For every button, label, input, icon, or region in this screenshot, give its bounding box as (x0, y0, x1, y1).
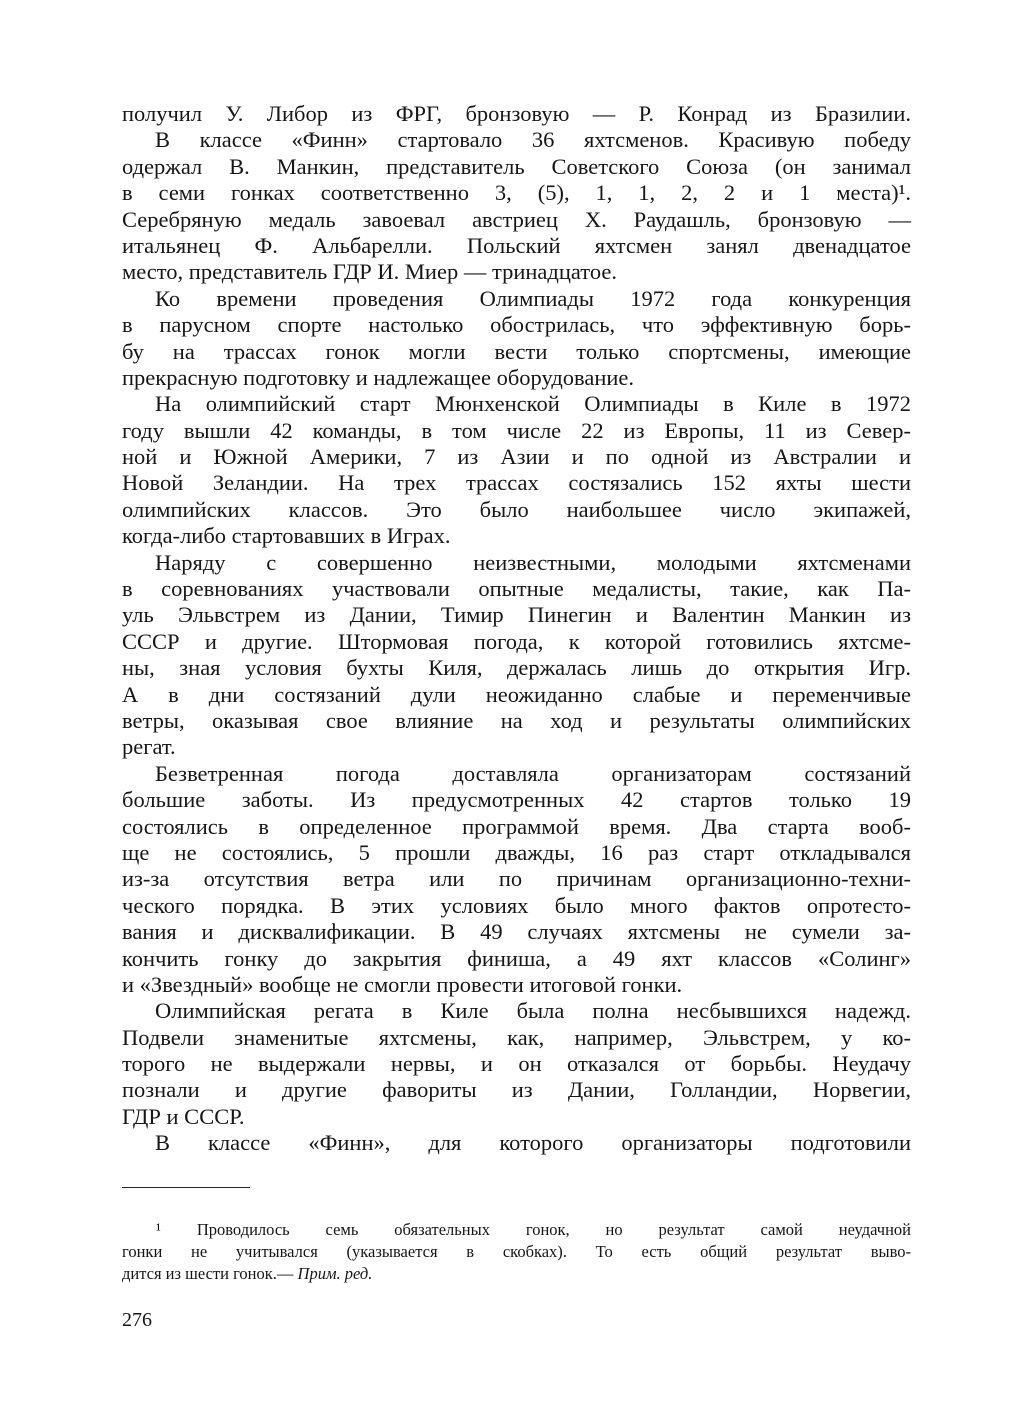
text-line: ГДР и СССР. (122, 1103, 245, 1129)
text-line: Безветренная погода доставляла организаторам состязаний (155, 760, 911, 786)
text-line: в соревнованиях участвовали опытные медалисты, такие, как Па- (122, 576, 911, 602)
text-line: познали и другие фавориты из Дании, Голландии, Норвегии, (122, 1077, 911, 1103)
text-line: Подвели знаменитые яхтсмены, как, например, Эльвстрем, у ко- (122, 1024, 911, 1050)
text-line: итальянец Ф. Альбарелли. Польский яхтсмен занял двенадцатое (122, 232, 911, 258)
text-line: в семи гонках соответственно 3, (5), 1, 1, 2, 2 и 1 места)¹. (122, 180, 911, 206)
text-line: В классе «Финн» стартовало 36 яхтсменов. Красивую победу (155, 127, 911, 153)
text-line: когда-либо стартовавших в Играх. (122, 523, 451, 549)
text-line: большие заботы. Из предусмотренных 42 стартов только 19 (122, 787, 911, 813)
footnote-line: гонки не учитывался (указывается в скобках). То есть общий результат выво- (122, 1242, 911, 1261)
text-line: получил У. Либор из ФРГ, бронзовую — Р. Конрад из Бразилии. (122, 101, 911, 126)
text-line: олимпийских классов. Это было наибольшее число экипажей, (122, 496, 911, 522)
text-line: На олимпийский старт Мюнхенской Олимпиады в Киле в 1972 (155, 391, 911, 417)
text-line: ветры, оказывая свое влияние на ход и результаты олимпийских (122, 707, 911, 733)
text-line: ной и Южной Америки, 7 из Азии и по одной из Австралии и (122, 444, 911, 470)
text-line: состоялись в определенное программой время. Два старта вооб- (122, 813, 911, 839)
text-line: А в дни состязаний дули неожиданно слабые и переменчивые (122, 681, 911, 707)
editor-note: Прим. ред. (297, 1264, 373, 1283)
page-number: 276 (122, 1309, 152, 1331)
text-line: из-за отсутствия ветра или по причинам организационно-техни- (122, 866, 911, 892)
footnote-line (122, 1263, 911, 1285)
footnote-text: дится из шести гонок.— (122, 1264, 294, 1283)
text-line: Ко времени проведения Олимпиады 1972 года конкуренция (155, 285, 911, 311)
text-line: в парусном спорте настолько обострилась, что эффективную борь- (122, 312, 911, 338)
footnote (122, 1219, 911, 1285)
text-line: регат. (122, 734, 176, 760)
text-line: кончить гонку до закрытия финиша, а 49 яхт классов «Солинг» (122, 945, 911, 971)
text-line: вания и дисквалификации. В 49 случаях яхтсмены не сумели за- (122, 919, 911, 945)
text-line: ческого порядка. В этих условиях было много фактов опротесто- (122, 892, 911, 918)
text-line: СССР и другие. Штормовая погода, к которой готовились яхтсме- (122, 628, 911, 654)
text-line: Новой Зеландии. На трех трассах состязались 152 яхты шести (122, 470, 911, 496)
text-line: ны, зная условия бухты Киля, держалась лишь до открытия Игр. (122, 655, 911, 681)
text-line: место, представитель ГДР И. Миер — тринадцатое. (122, 259, 617, 285)
body-text (122, 101, 911, 1157)
text-line: Наряду с совершенно неизвестными, молодыми яхтсменами (155, 549, 911, 575)
text-line: одержал В. Манкин, представитель Советского Союза (он занимал (122, 153, 911, 179)
text-line: торого не выдержали нервы, и он отказался от борьбы. Неудачу (122, 1051, 911, 1077)
text-line: Серебряную медаль завоевал австриец Х. Раудашль, бронзовую — (122, 206, 911, 232)
text-line: Олимпийская регата в Киле была полна несбывшихся надежд. (155, 998, 911, 1024)
footnote-line: ¹ Проводилось семь обязательных гонок, но результат самой неудачной (156, 1220, 911, 1239)
text-line: В классе «Финн», для которого организаторы подготовили (155, 1130, 911, 1156)
text-line: бу на трассах гонок могли вести только спортсмены, имеющие (122, 338, 911, 364)
text-line: и «Звездный» вообще не смогли провести итоговой гонки. (122, 971, 683, 997)
footnote-divider (122, 1187, 250, 1188)
text-line: году вышли 42 команды, в том числе 22 из Европы, 11 из Север- (122, 417, 911, 443)
text-line: уль Эльвстрем из Дании, Тимир Пинегин и Валентин Манкин из (122, 602, 911, 628)
text-line: прекрасную подготовку и надлежащее оборудование. (122, 364, 635, 390)
text-line: ще не состоялись, 5 прошли дважды, 16 раз старт откладывался (122, 839, 911, 865)
